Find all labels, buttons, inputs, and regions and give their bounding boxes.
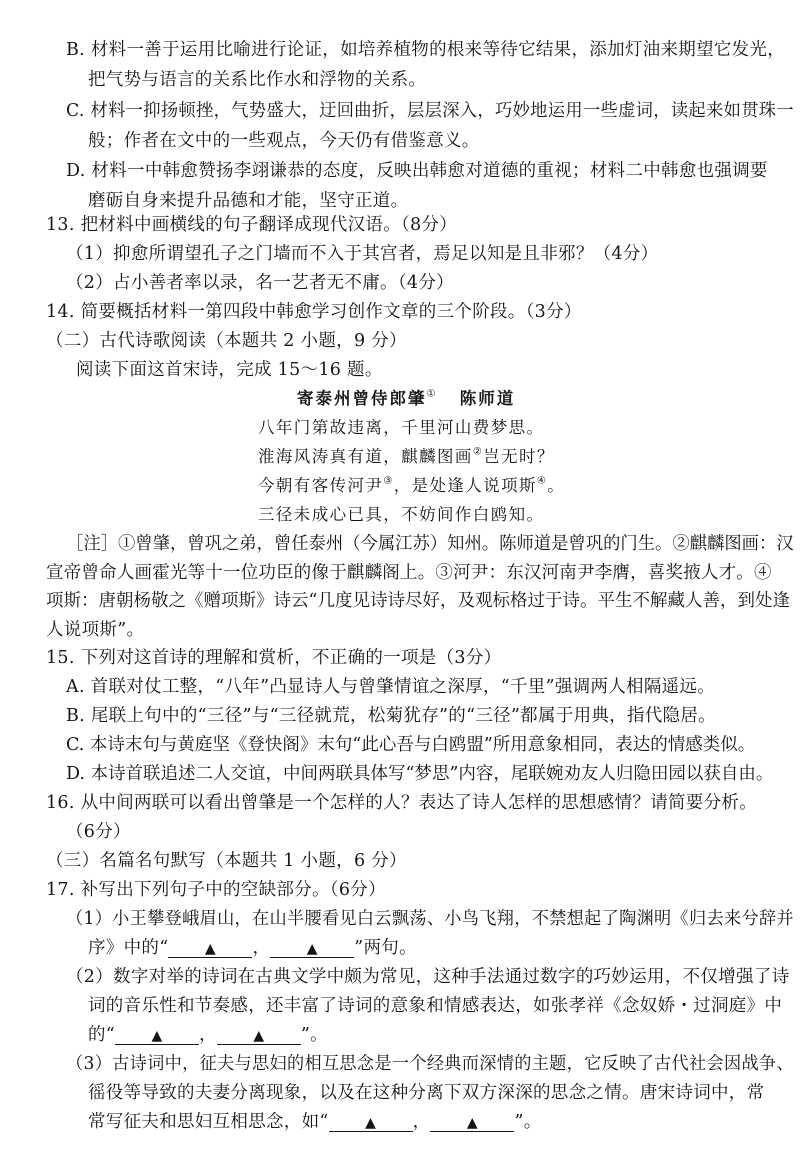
poem-title: 寄泰州曾侍郎肇	[297, 389, 427, 408]
q17-s3-prefix: 常写征夫和思妇互相思念，如“	[88, 1112, 329, 1132]
q17-s1-line2	[88, 936, 417, 960]
q17-s3-line1: （3）古诗词中，征夫与思妇的相互思念是一个经典而深情的主题，它反映了古代社会因战争、	[66, 1054, 794, 1074]
q13-s1-score: （4分）	[593, 244, 659, 264]
notes-line-1: ［注］①曾肇，曾巩之弟，曾任泰州（今属江苏）知州。陈师道是曾巩的门生。②麒麟图画：汉	[66, 534, 794, 554]
q17-s3-line2: 徭役等导致的夫妻分离现象，以及在这种分离下双方深深的思念之情。唐宋诗词中，常	[88, 1083, 765, 1103]
q12-option-b-line1: B. 材料一善于运用比喻进行论证，如培养植物的根来等待它结果，添加灯油来期望它发光，	[66, 40, 786, 60]
q17-s2-blank-2[interactable]	[217, 1026, 301, 1045]
poem-line-2-part-b: 岂无时？	[483, 447, 555, 466]
q12-option-d-line2: 磨砺自身来提升品德和才能，坚守正道。	[88, 191, 409, 211]
q14-stem: 14. 简要概括材料一第四段中韩愈学习创作文章的三个阶段。（3分）	[46, 302, 582, 322]
poem-author: 陈师道	[459, 389, 516, 408]
poem-title-line	[297, 387, 515, 411]
q17-s2-line1: （2）数字对举的诗词在古典文学中颇为常见，这种手法通过数字的巧妙运用，不仅增强了诗	[66, 967, 790, 987]
q12-option-c-line2: 般；作者在文中的一些观点，今天仍有借鉴意义。	[88, 131, 480, 151]
q17-s2-line2: 词的音乐性和节奏感，还丰富了诗词的意象和情感表达，如张孝祥《念奴娇・过洞庭》中	[88, 996, 783, 1016]
q16-stem-line2: （6分）	[66, 822, 131, 842]
answer-mark-icon: ▲	[306, 941, 318, 957]
q17-s3-blank-2[interactable]	[430, 1113, 514, 1132]
q17-s2-line3	[88, 1023, 328, 1047]
q12-option-d-line1: D. 材料一中韩愈赞扬李翊谦恭的态度，反映出韩愈对道德的重视；材料二中韩愈也强调要	[66, 161, 768, 181]
q15-option-c: C. 本诗末句与黄庭坚《登快阁》末句“此心吾与白鸥盟”所用意象相同，表达的情感类似。	[66, 735, 756, 755]
section-2-intro: 阅读下面这首宋诗，完成 15～16 题。	[76, 360, 383, 380]
answer-mark-icon: ▲	[151, 1028, 163, 1044]
poem-line-1: 八年门第故违离，千里河山费梦思。	[258, 418, 545, 437]
q17-s2-blank-1[interactable]	[115, 1026, 199, 1045]
q17-s2-prefix: 的“	[88, 1025, 116, 1045]
poem-line-4: 三径未成心已具，不妨间作白鸥知。	[258, 505, 545, 524]
q17-s3-line3	[88, 1110, 542, 1134]
q15-option-b: B. 尾联上句中的“三径”与“三径就荒，松菊犹存”的“三径”都属于用典，指代隐居。	[66, 706, 716, 726]
section-2-heading: （二）古代诗歌阅读（本题共 2 小题，9 分）	[46, 331, 407, 351]
poem-line-3-note-b: ④	[536, 475, 548, 487]
poem-line-2-part-a: 淮海风涛真有道，麒麟图画	[258, 447, 473, 466]
poem-line-3-part-a: 今朝有客传河尹	[258, 476, 384, 495]
poem-line-3-part-c: 。	[547, 476, 566, 495]
q17-s1-sep: ，	[252, 938, 271, 958]
poem-line-2-note: ②	[472, 446, 484, 458]
q13-s1-text: （1）抑愈所谓望孔子之门墙而不入于其宫者，焉足以知是且非邪？	[66, 244, 594, 264]
q17-s1-prefix: 序》中的“	[88, 938, 169, 958]
q17-s3-suffix: ”。	[514, 1112, 542, 1132]
poem-line-3	[258, 474, 565, 498]
q17-s3-sep: ，	[412, 1112, 431, 1132]
answer-mark-icon: ▲	[365, 1115, 377, 1131]
q17-s2-suffix: ”。	[300, 1025, 328, 1045]
q16-stem-line1: 16. 从中间两联可以看出曾肇是一个怎样的人？表达了诗人怎样的思想感情？请简要分析。	[46, 793, 757, 813]
q13-stem: 13. 把材料中画横线的句子翻译成现代汉语。（8分）	[46, 215, 458, 235]
q15-option-a: A. 首联对仗工整，“八年”凸显诗人与曾肇情谊之深厚，“千里”强调两人相隔遥远。	[66, 677, 716, 697]
q13-s2-score: （4分）	[397, 273, 454, 293]
answer-mark-icon: ▲	[204, 941, 216, 957]
notes-line-4: 人说项斯”。	[46, 620, 145, 640]
poem-line-3-part-b: ，是处逢人说项斯	[393, 476, 537, 495]
q17-stem: 17. 补写出下列句子中的空缺部分。（6分）	[46, 880, 386, 900]
q17-s1-blank-1[interactable]	[168, 939, 252, 958]
q17-s2-sep: ，	[199, 1025, 217, 1045]
notes-line-2: 宣帝曾命人画霍光等十一位功臣的像于麒麟阁上。③河尹：东汉河南尹李膺，喜奖掖人才。④	[46, 563, 772, 583]
q12-option-b-line2: 把气势与语言的关系比作水和浮物的关系。	[88, 70, 427, 90]
q17-s1-suffix: ”两句。	[354, 938, 417, 958]
q13-s2-text: （2）占小善者率以录，名一艺者无不庸。	[66, 273, 398, 293]
q17-s1-blank-2[interactable]	[270, 939, 354, 958]
q17-s3-blank-1[interactable]	[329, 1113, 413, 1132]
q13-sentence-1	[66, 242, 658, 266]
q15-stem: 15. 下列对这首诗的理解和赏析，不正确的一项是（3分）	[46, 648, 502, 668]
poem-line-3-note-a: ③	[383, 475, 394, 487]
answer-mark-icon: ▲	[466, 1115, 478, 1131]
q15-option-d: D. 本诗首联追述二人交谊，中间两联具体写“梦思”内容，尾联婉劝友人归隐田园以获自由。	[66, 764, 774, 784]
section-3-heading: （三）名篇名句默写（本题共 1 小题，6 分）	[46, 851, 407, 871]
answer-mark-icon: ▲	[253, 1028, 265, 1044]
poem-line-2	[258, 445, 555, 469]
poem-title-note: ①	[426, 388, 436, 400]
q13-sentence-2	[66, 271, 454, 295]
q17-s1-line1: （1）小王攀登峨眉山，在山半腰看见白云飘荡、小鸟飞翔，不禁想起了陶渊明《归去来兮辞并	[66, 909, 794, 929]
q12-option-c-line1: C. 材料一抑扬顿挫，气势盛大，迂回曲折，层层深入，巧妙地运用一些虚词，读起来如贯珠一	[66, 101, 794, 121]
notes-line-3: 项斯：唐朝杨敬之《赠项斯》诗云“几度见诗诗尽好，及观标格过于诗。平生不解藏人善，到处逢	[46, 591, 790, 611]
